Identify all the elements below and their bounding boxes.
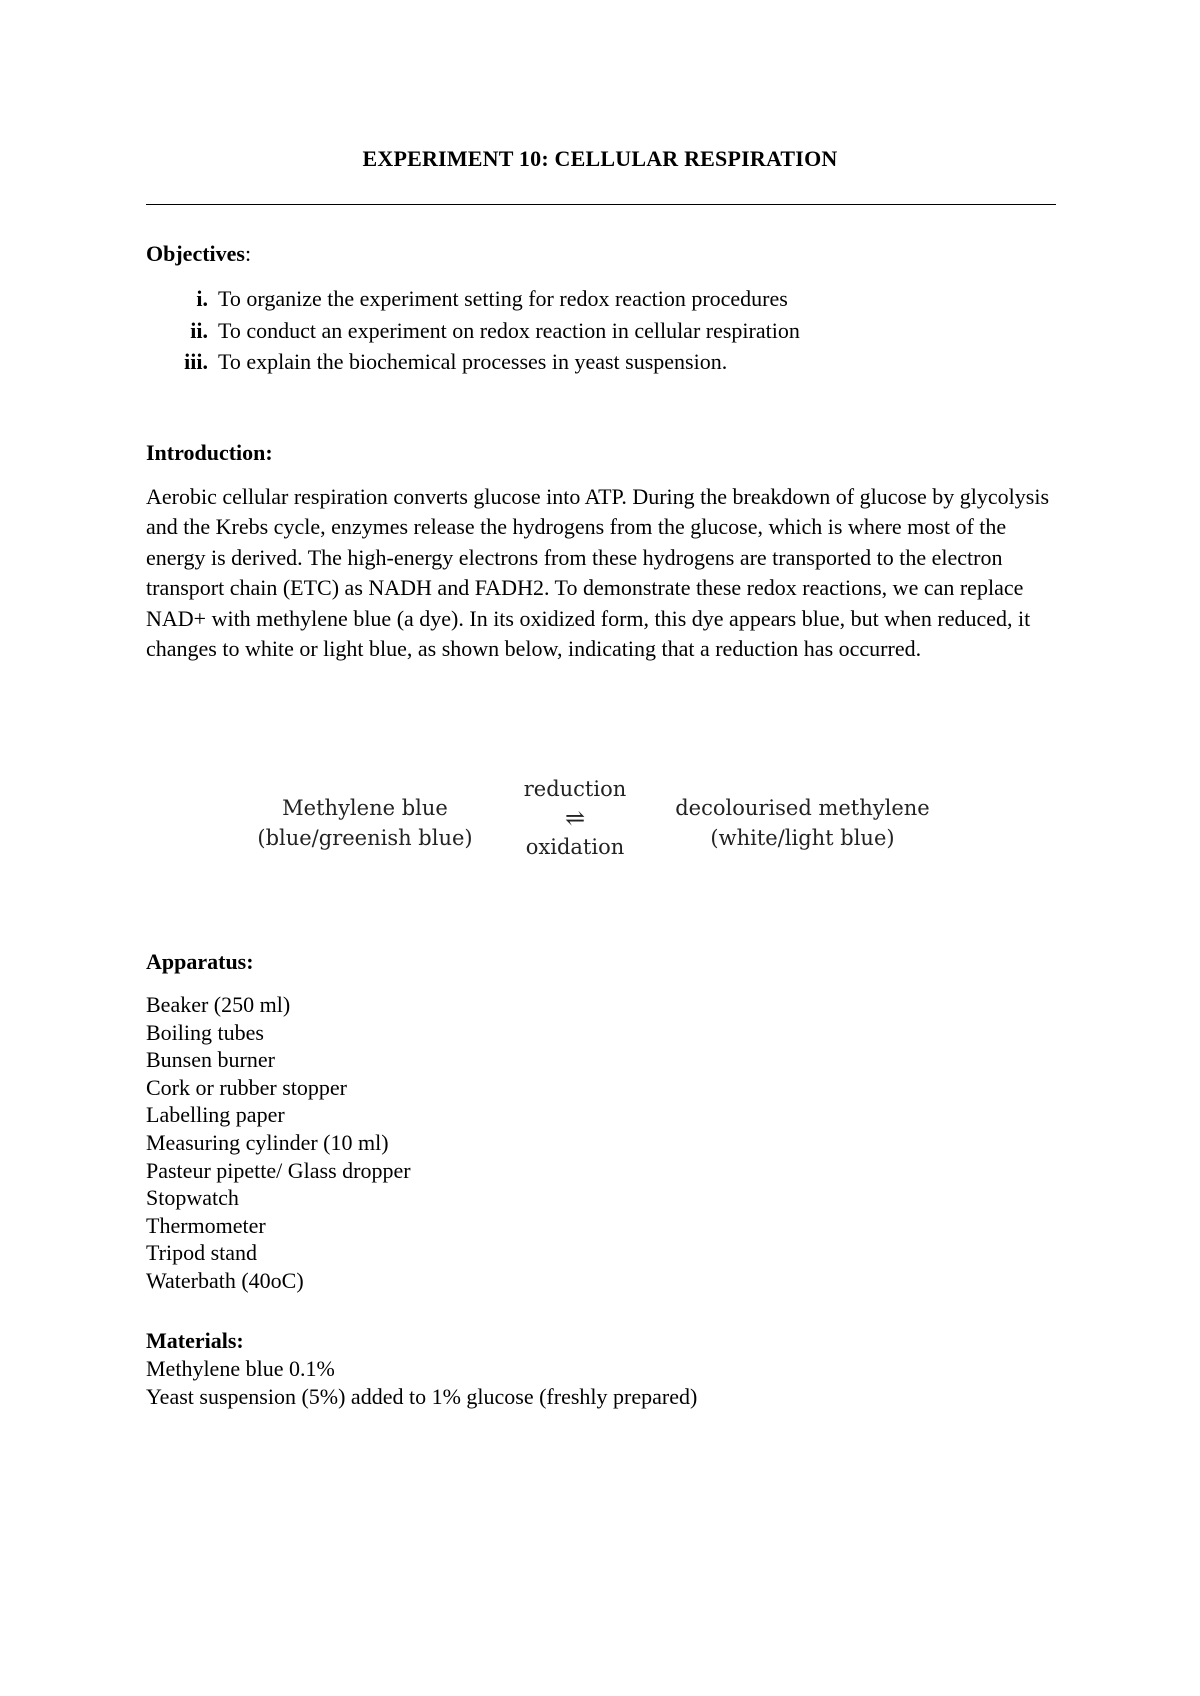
oxidation-label: oxidation	[525, 835, 625, 859]
apparatus-item: Beaker (250 ml)	[146, 992, 291, 1017]
apparatus-item: Stopwatch	[146, 1185, 239, 1211]
product-name: decolourised methylene	[675, 796, 930, 820]
apparatus-item: Thermometer	[146, 1212, 266, 1238]
objective-text: To conduct an experiment on redox reaction in cellular respiration	[218, 317, 800, 343]
reaction-arrow-group	[515, 775, 635, 862]
apparatus-item: Tripod stand	[146, 1240, 258, 1266]
apparatus-item: Measuring cylinder (10 ml)	[146, 1129, 389, 1155]
objective-number: iii.	[184, 349, 208, 374]
equilibrium-arrow-icon: ⇌	[564, 804, 586, 832]
materials-heading: Materials:	[146, 1328, 244, 1353]
objectives-heading-text: Objectives	[146, 241, 245, 266]
materials-item: Yeast suspension (5%) added to 1% glucose (freshly prepared)	[146, 1383, 698, 1409]
apparatus-list	[146, 991, 411, 1295]
objective-number: i.	[196, 286, 208, 311]
apparatus-item: Cork or rubber stopper	[146, 1074, 348, 1100]
objective-text: To explain the biochemical processes in yeast suspension.	[218, 349, 728, 374]
apparatus-item: Waterbath (40oC)	[146, 1267, 304, 1293]
objective-item	[146, 283, 800, 315]
title-divider	[146, 204, 1056, 205]
objective-item	[146, 346, 800, 378]
objective-item	[146, 315, 800, 347]
introduction-heading: Introduction:	[146, 440, 273, 465]
reactant-name: Methylene blue	[282, 796, 448, 820]
objectives-heading	[146, 241, 251, 267]
reaction-product	[660, 793, 945, 853]
product-colour: (white/light blue)	[710, 826, 895, 850]
materials-item: Methylene blue 0.1%	[146, 1356, 335, 1381]
objective-number: ii.	[190, 317, 208, 343]
reaction-reactant	[250, 793, 480, 853]
document-title: EXPERIMENT 10: CELLULAR RESPIRATION	[362, 146, 838, 171]
apparatus-item: Bunsen burner	[146, 1047, 275, 1073]
materials-list	[146, 1355, 697, 1410]
apparatus-heading: Apparatus:	[146, 949, 254, 974]
apparatus-item: Pasteur pipette/ Glass dropper	[146, 1157, 411, 1183]
reactant-colour: (blue/greenish blue)	[257, 826, 473, 850]
reduction-label: reduction	[523, 777, 627, 801]
objectives-heading-colon: :	[244, 241, 252, 266]
apparatus-item: Labelling paper	[146, 1102, 285, 1128]
apparatus-item: Boiling tubes	[146, 1019, 264, 1045]
introduction-paragraph: Aerobic cellular respiration converts glucose into ATP. During the breakdown of glucose by glycolysis and the Krebs cycle, enzymes release the hydrogens from the glucose, which is where most of the energy is derived. The high-energy electrons from these hydrogens are transported to the electron transport chain (ETC) as NADH and FADH2. To demonstrate these redox reactions, we can replace NAD+ with methylene blue (a dye). In its oxidized form, this dye appears blue, but when reduced, it changes to white or light blue, as shown below, indicating that a reduction has occurred.	[146, 484, 1050, 662]
objective-text: To organize the experiment setting for redox reaction procedures	[218, 286, 788, 311]
redox-reaction-diagram	[0, 775, 1200, 875]
objectives-list	[146, 283, 800, 378]
